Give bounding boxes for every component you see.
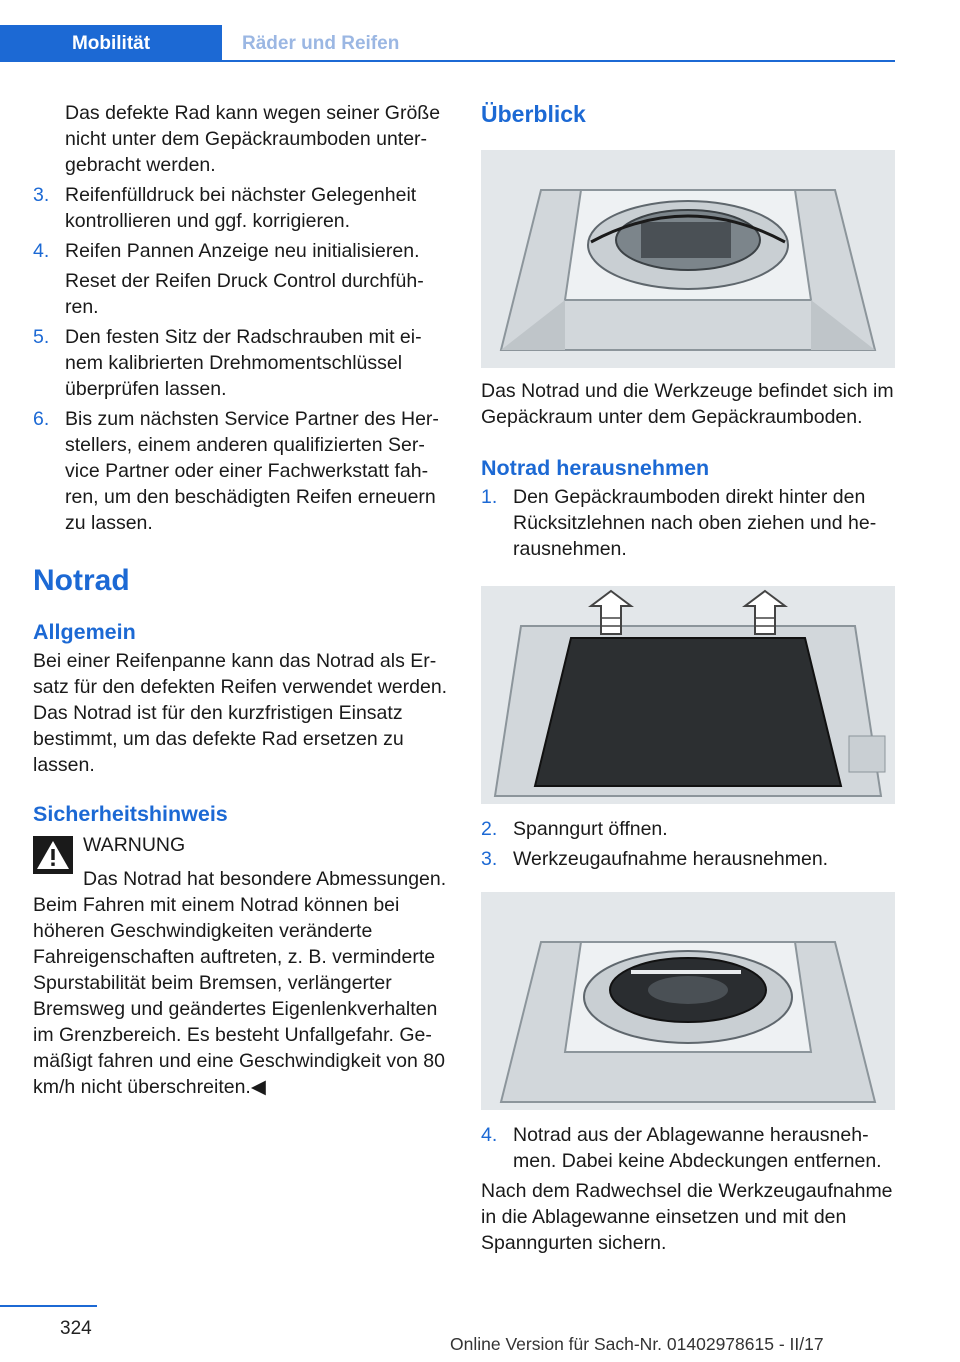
list-item <box>481 1122 895 1174</box>
continued-text: Das defekte Rad kann wegen seiner Größe nicht unter dem Gepäckraumboden untergebracht werden. <box>65 102 441 176</box>
spare-wheel-tools-illustration <box>481 892 895 1110</box>
step-text: Den festen Sitz der Radschrauben mit einem kalibrierten Drehmomentschlüssel überprüfen lassen. <box>65 326 422 400</box>
chapter-title: Notrad <box>33 564 130 597</box>
step-subtext: Reset der Reifen Druck Control durchführen. <box>65 270 424 318</box>
section-title-overview: Überblick <box>481 101 586 127</box>
figure-lift-floor <box>481 586 895 804</box>
step-number: 6. <box>33 408 50 430</box>
step-number: 3. <box>33 184 50 206</box>
figure-spare-wheel-overview <box>481 150 895 368</box>
step-number: 2. <box>481 818 498 840</box>
final-text: Nach dem Radwechsel die Werkzeugaufnahme in die Ablagewanne einsetzen und mit den Spanngurten sichern. <box>481 1180 893 1254</box>
list-item <box>481 816 895 842</box>
step-text: Reifen Pannen Anzeige neu initialisieren. <box>65 240 420 262</box>
step-text: Den Gepäckraumboden direkt hinter den Rücksitzlehnen nach oben ziehen und herausnehmen. <box>513 486 877 560</box>
page-number: 324 <box>60 1318 92 1339</box>
trunk-floor-illustration <box>481 586 895 804</box>
list-item <box>33 182 448 234</box>
tab-mobilitaet[interactable]: Mobilität <box>0 25 222 62</box>
section-title-remove: Notrad herausnehmen <box>481 456 710 480</box>
step-number: 5. <box>33 326 50 348</box>
step-text: Notrad aus der Ablagewanne herausnehmen. Dabei keine Abdeckungen entfernen. <box>513 1124 882 1172</box>
step-number: 1. <box>481 486 498 508</box>
warning-label: WARNUNG <box>83 834 186 856</box>
header-tabbar <box>0 0 895 62</box>
step-number: 3. <box>481 848 498 870</box>
warning-text: Das Notrad hat besondere Abmessungen. Beim Fahren mit einem Notrad können bei höheren Geschwindigkeiten veränderte Fahreigenschaften auftreten, z. B. verminderte Spurstabilität beim Bremsen, verlängerter Bremsweg und geändertes Eigenlenkverhalten im Grenzbereich. Es besteht Unfallgefahr. Gemäßigt fahren und eine Geschwindigkeit von 80 km/h nicht überschreiten.◀ <box>33 868 447 1098</box>
list-item <box>33 406 448 536</box>
footer-rule <box>0 1305 97 1307</box>
list-item <box>481 846 895 872</box>
list-item <box>33 238 448 264</box>
list-item <box>33 324 448 402</box>
list-item <box>481 484 895 562</box>
right-column <box>481 100 895 1256</box>
step-text: Reifenfülldruck bei nächster Gelegenheit kontrollieren und ggf. korrigieren. <box>65 184 417 232</box>
step-text: Werkzeugaufnahme herausnehmen. <box>513 848 829 870</box>
section-title-allgemein: Allgemein <box>33 620 136 644</box>
header-rule <box>222 60 895 62</box>
tab-raeder-und-reifen[interactable]: Räder und Reifen <box>222 25 895 62</box>
overview-text: Das Notrad und die Werkzeuge befindet sich im Gepäckraum unter dem Gepäckraumboden. <box>481 380 894 428</box>
online-version-note: Online Version für Sach-Nr. 01402978615 - II/17 <box>450 1334 824 1354</box>
step-number: 4. <box>33 240 50 262</box>
allgemein-text: Bei einer Reifenpanne kann das Notrad als Ersatz für den defekten Reifen verwendet werden. Das Notrad ist für den kurzfristigen Einsatz bestimmt, um das defekte Rad ersetzen zu lassen. <box>33 650 448 776</box>
step-text: Spanngurt öffnen. <box>513 818 668 840</box>
figure-tool-holder <box>481 892 895 1110</box>
trunk-illustration <box>481 150 895 368</box>
step-number: 4. <box>481 1124 498 1146</box>
step-text: Bis zum nächsten Service Partner des Herstellers, einem anderen qualifizierten Service Partner oder einer Fachwerkstatt fahren, um den beschädigten Reifen erneuern zu lassen. <box>65 408 439 534</box>
section-title-safety: Sicherheitshinweis <box>33 802 228 826</box>
warning-triangle-icon <box>33 836 73 874</box>
left-column <box>33 100 448 1100</box>
